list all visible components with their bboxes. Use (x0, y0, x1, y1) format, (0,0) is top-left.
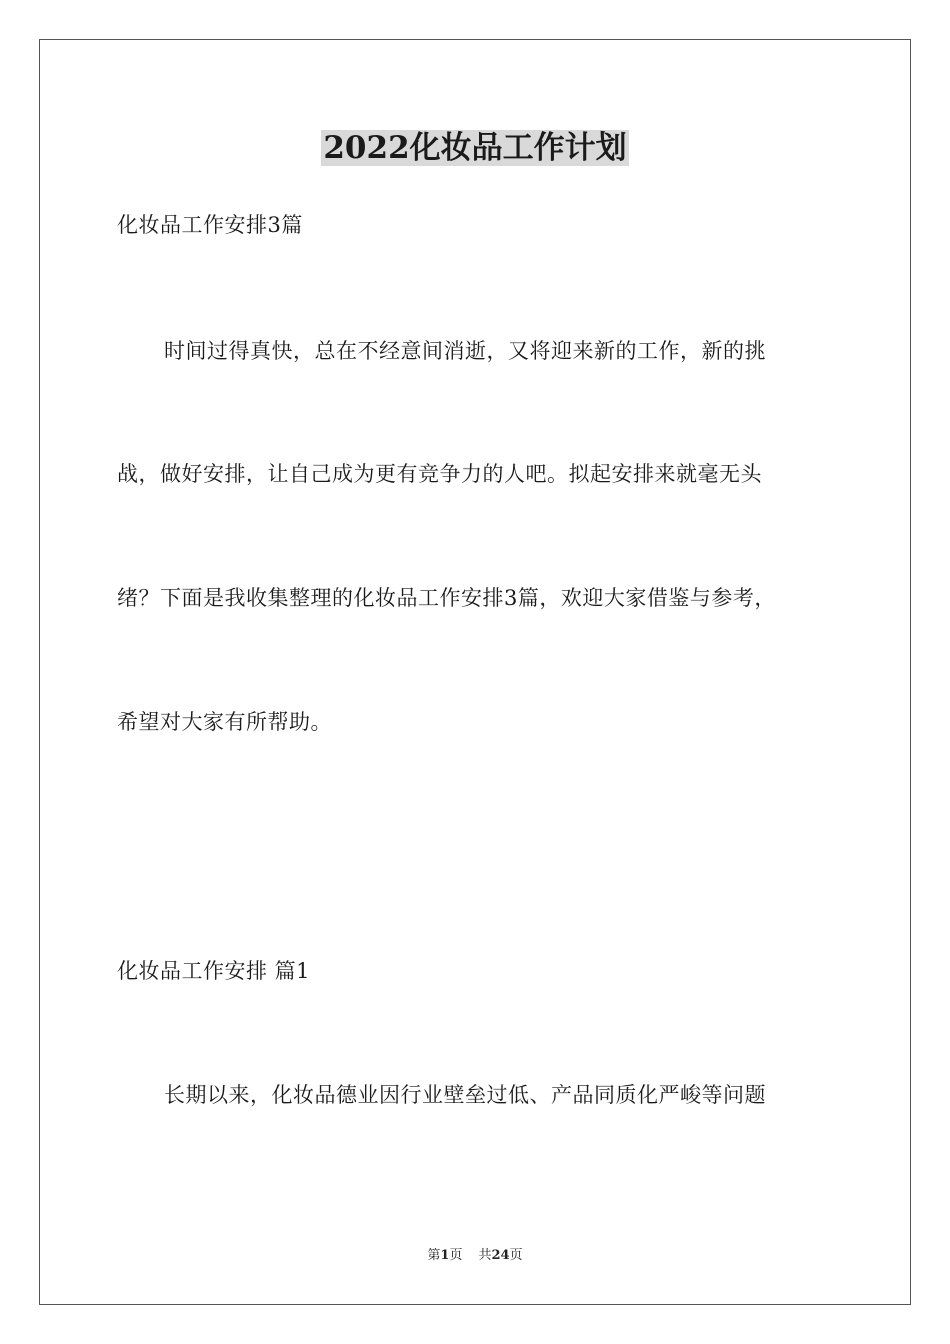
intro-line-1: 时间过得真快，总在不经意间消逝，又将迎来新的工作，新的挑 (164, 339, 766, 363)
document-title-text: 2022化妆品工作计划 (323, 130, 627, 166)
intro-line-2: 战，做好安排，让自己成为更有竞争力的人吧。拟起安排来就毫无头 (117, 462, 762, 486)
section-first-line: 长期以来，化妆品德业因行业壁垒过低、产品同质化严峻等问题 (164, 1083, 766, 1107)
footer-page-suffix: 页 (449, 1248, 463, 1263)
footer-total-pages: 24 (491, 1248, 510, 1263)
footer-total-prefix: 共 (478, 1248, 492, 1263)
document-title (0, 128, 950, 168)
document-subtitle: 化妆品工作安排3篇 (117, 213, 303, 237)
page-footer (0, 1247, 950, 1265)
footer-page-current: 1 (440, 1248, 450, 1263)
section-heading: 化妆品工作安排 篇1 (117, 959, 311, 983)
footer-page-prefix: 第 (427, 1248, 441, 1263)
intro-line-3: 绪？下面是我收集整理的化妆品工作安排3篇，欢迎大家借鉴与参考， (117, 586, 776, 610)
intro-line-4: 希望对大家有所帮助。 (117, 710, 332, 734)
footer-total-suffix: 页 (509, 1248, 523, 1263)
